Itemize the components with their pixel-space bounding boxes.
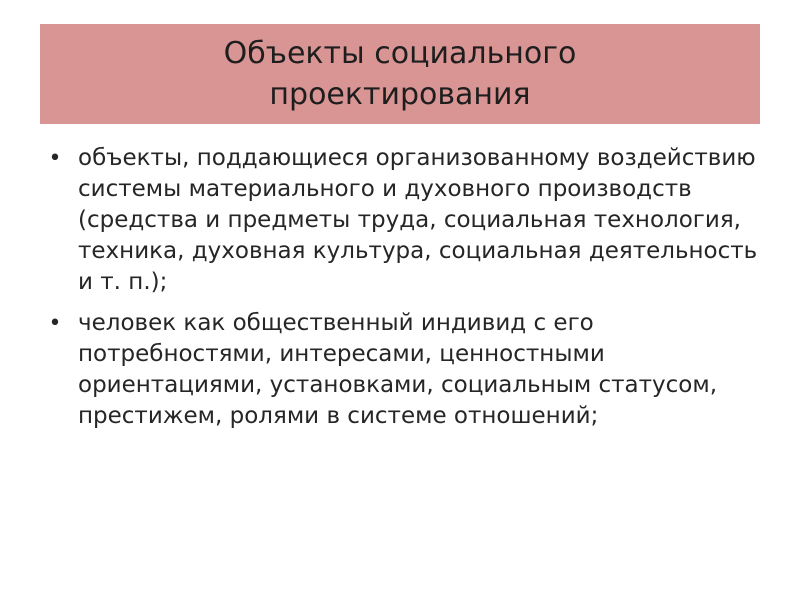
bullet-item [44, 308, 760, 432]
bullet-list [44, 143, 760, 432]
bullet-marker: • [48, 146, 62, 171]
title-band [40, 24, 760, 124]
bullet-text: объекты, поддающиеся организованному воздействию системы материального и духовного производств (средства и предметы труда, социальная технология, техника, духовная культура, социальная деятельность и т. п.); [78, 145, 758, 295]
bullet-text: человек как общественный индивид с его потребностями, интересами, ценностными ориентациями, установками, социальным статусом, престижем, ролями в системе отношений; [78, 310, 718, 429]
slide-title: Объекты социального проектирования [223, 36, 577, 112]
bullet-item [44, 143, 760, 298]
bullet-marker: • [48, 311, 62, 336]
